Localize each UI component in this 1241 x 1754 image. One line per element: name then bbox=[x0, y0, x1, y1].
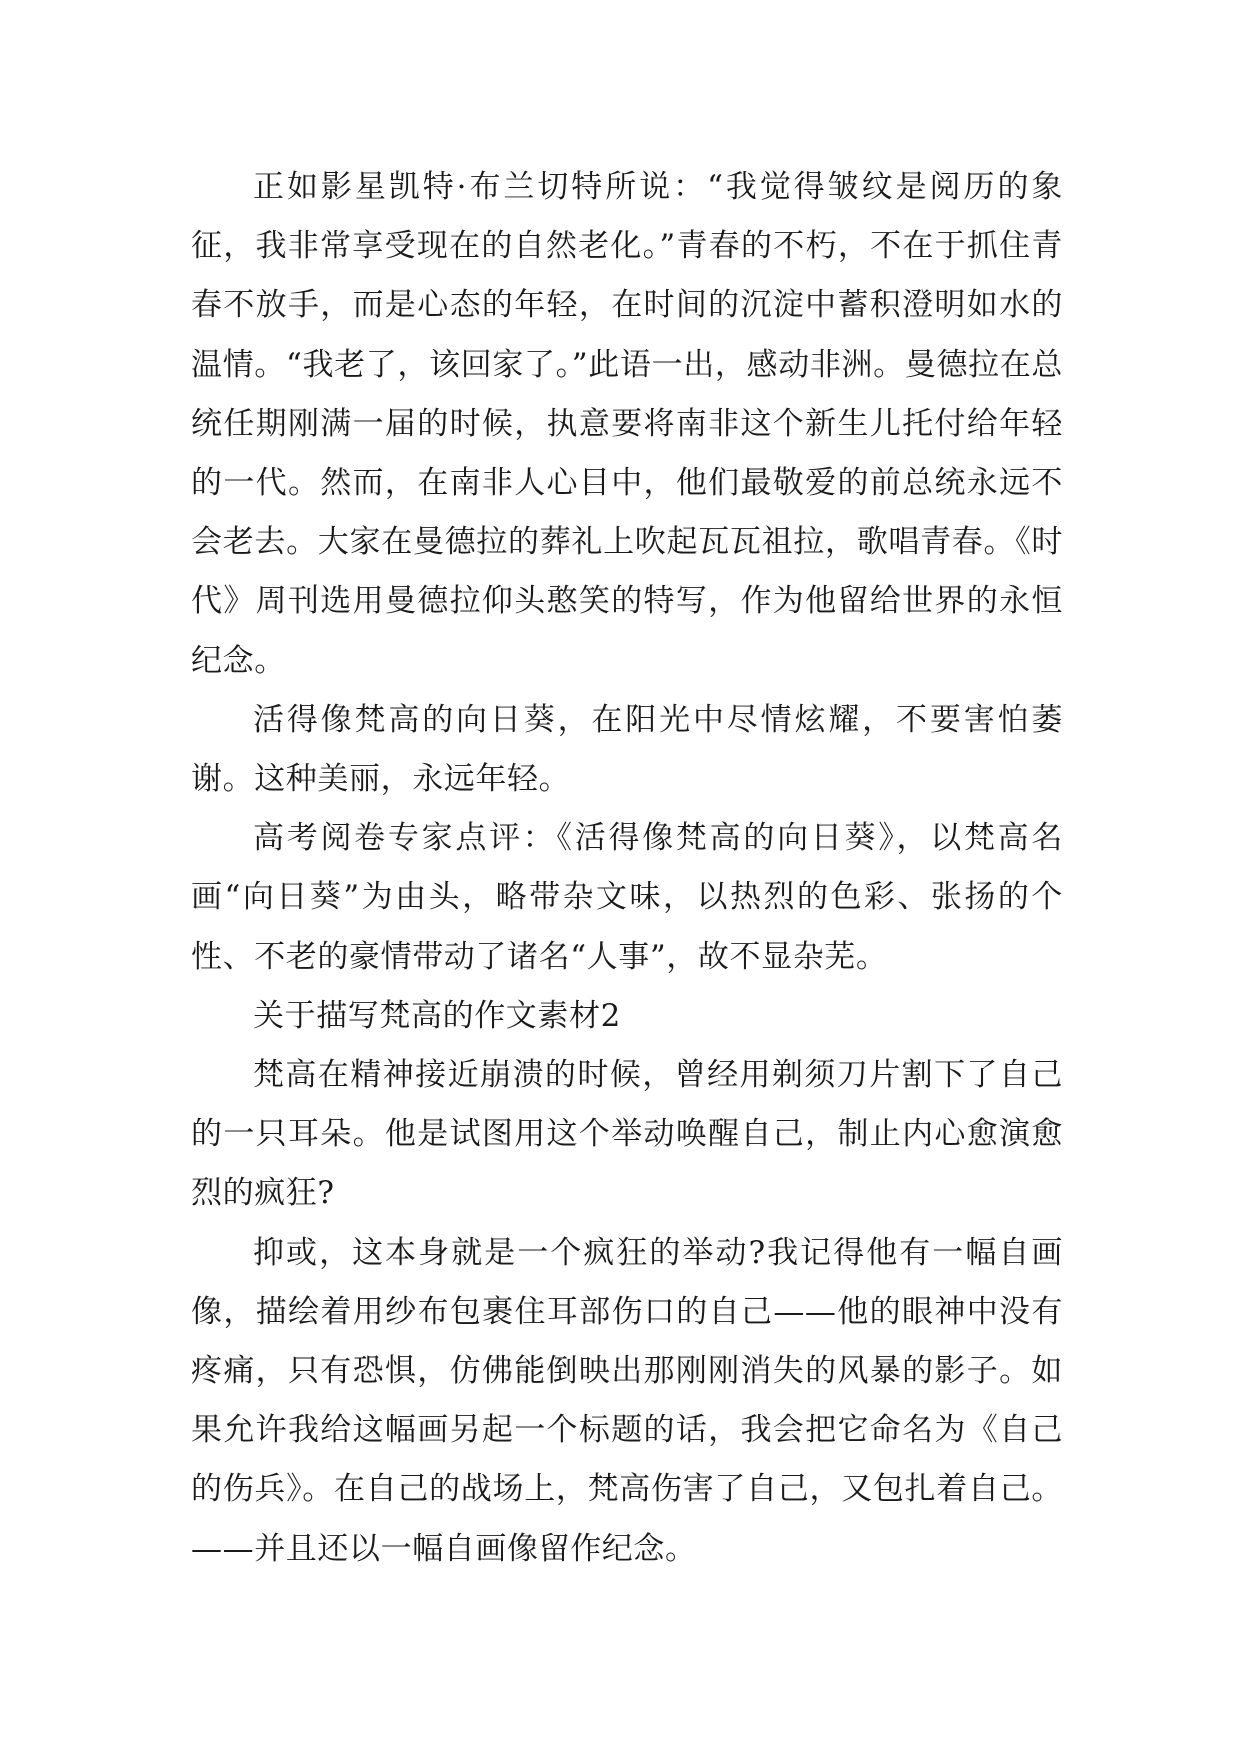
section-heading: 关于描写梵高的作文素材2 bbox=[253, 997, 621, 1034]
paragraph-ear: 梵高在精神接近崩溃的时候，曾经用剃须刀片割下了自己的一只耳朵。他是试图用这个举动唤醒自己，制止内心愈演愈烈的疯狂? bbox=[191, 1057, 1063, 1212]
paragraph-mandela: 正如影星凯特·布兰切特所说：“我觉得皱纹是阅历的象征，我非常享受现在的自然老化。”青春的不朽，不在于抓住青春不放手，而是心态的年轻，在时间的沉淀中蓄积澄明如水的温情。“我老了，该回家了。”此语一出，感动非洲。曼德拉在总统任期刚满一届的时候，执意要将南非这个新生儿托付给年轻的一代。然而，在南非人心目中，他们最敬爱的前总统永远不会老去。大家在曼德拉的葬礼上吹起瓦瓦祖拉，歌唱青春。《时代》周刊选用曼德拉仰头憨笑的特写，作为他留给世界的永恒纪念。 bbox=[191, 169, 1063, 679]
body-text bbox=[191, 158, 1063, 1579]
paragraph-sunflower: 活得像梵高的向日葵，在阳光中尽情炫耀，不要害怕萎谢。这种美丽，永远年轻。 bbox=[191, 701, 1063, 798]
paragraph-expert-review: 高考阅卷专家点评：《活得像梵高的向日葵》，以梵高名画“向日葵”为由头，略带杂文味，以热烈的色彩、张扬的个性、不老的豪情带动了诸名“人事”，故不显杂芜。 bbox=[191, 820, 1063, 975]
paragraph-self-portrait: 抑或，这本身就是一个疯狂的举动?我记得他有一幅自画像，描绘着用纱布包裹住耳部伤口的自己——他的眼神中没有疼痛，只有恐惧，仿佛能倒映出那刚刚消失的风暴的影子。如果允许我给这幅画另起一个标题的话，我会把它命名为《自己的伤兵》。在自己的战场上，梵高伤害了自己，又包扎着自己。——并且还以一幅自画像留作纪念。 bbox=[191, 1234, 1063, 1567]
